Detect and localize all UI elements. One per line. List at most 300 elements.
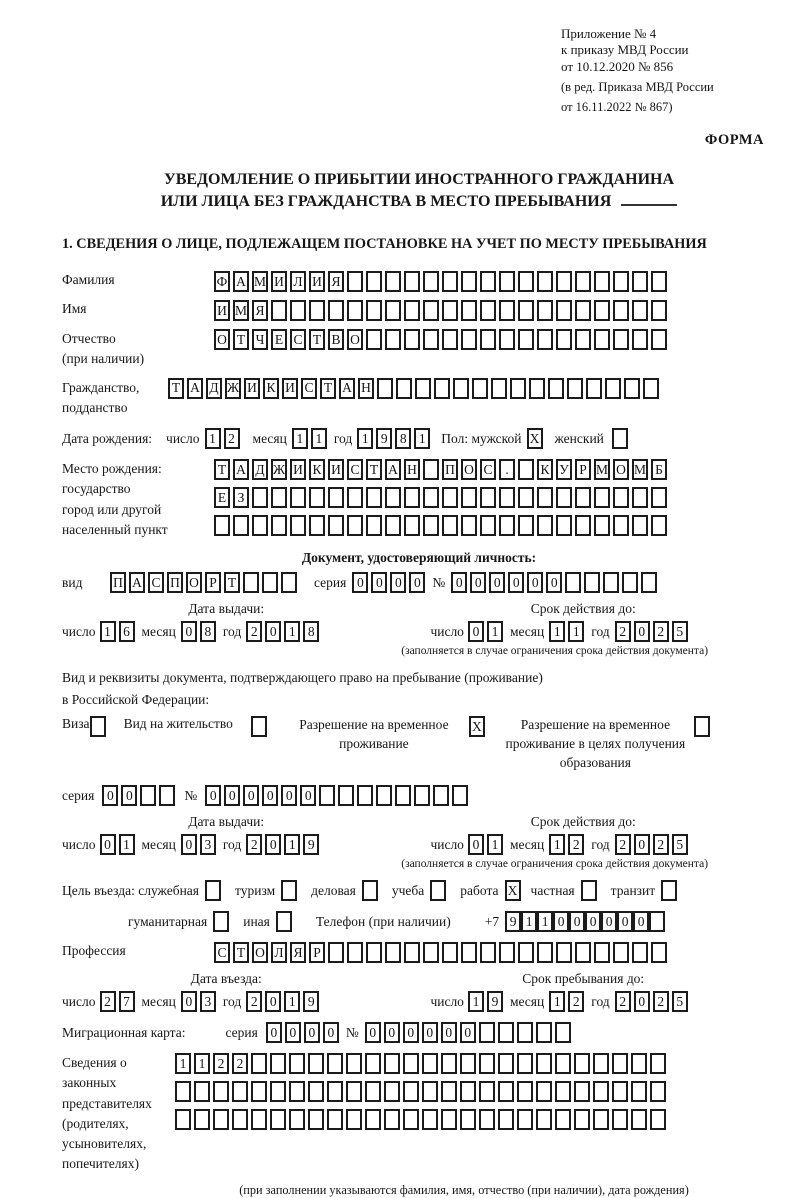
- char-cell[interactable]: А: [339, 378, 355, 399]
- char-cell[interactable]: С: [214, 942, 230, 963]
- char-cell[interactable]: [357, 785, 373, 806]
- char-cell[interactable]: [479, 1053, 495, 1074]
- char-cell[interactable]: [613, 515, 629, 536]
- char-cell[interactable]: А: [233, 459, 249, 480]
- char-cell[interactable]: 8: [200, 621, 216, 642]
- char-cell[interactable]: [232, 1081, 248, 1102]
- checkbox-female[interactable]: [612, 428, 628, 449]
- char-cell[interactable]: 0: [102, 785, 118, 806]
- char-cell[interactable]: 1: [537, 911, 553, 932]
- char-cell[interactable]: И: [328, 459, 344, 480]
- char-cell[interactable]: [232, 1109, 248, 1130]
- char-cell[interactable]: 0: [281, 785, 297, 806]
- char-cell[interactable]: [613, 329, 629, 350]
- char-cell[interactable]: [252, 515, 268, 536]
- char-cell[interactable]: [584, 572, 600, 593]
- char-cell[interactable]: 0: [634, 834, 650, 855]
- char-cell[interactable]: [319, 785, 335, 806]
- char-cell[interactable]: 0: [121, 785, 137, 806]
- char-cell[interactable]: [441, 1081, 457, 1102]
- char-cell[interactable]: 0: [323, 1022, 339, 1043]
- char-cell[interactable]: [281, 572, 297, 593]
- char-cell[interactable]: 1: [487, 621, 503, 642]
- char-cell[interactable]: 3: [200, 991, 216, 1012]
- char-cell[interactable]: [385, 329, 401, 350]
- char-cell[interactable]: П: [167, 572, 183, 593]
- char-cell[interactable]: [423, 329, 439, 350]
- char-cell[interactable]: [555, 1109, 571, 1130]
- char-cell[interactable]: [498, 1022, 514, 1043]
- char-cell[interactable]: 1: [100, 621, 116, 642]
- char-cell[interactable]: [366, 271, 382, 292]
- char-cell[interactable]: И: [244, 378, 260, 399]
- char-cell[interactable]: Т: [224, 572, 240, 593]
- char-cell[interactable]: [632, 271, 648, 292]
- char-cell[interactable]: [537, 515, 553, 536]
- char-cell[interactable]: С: [480, 459, 496, 480]
- char-cell[interactable]: [650, 1109, 666, 1130]
- char-cell[interactable]: [641, 572, 657, 593]
- char-cell[interactable]: [651, 942, 667, 963]
- char-cell[interactable]: 0: [265, 991, 281, 1012]
- char-cell[interactable]: [385, 271, 401, 292]
- char-cell[interactable]: 2: [653, 991, 669, 1012]
- checkbox-business[interactable]: [362, 880, 378, 901]
- char-cell[interactable]: У: [556, 459, 572, 480]
- char-cell[interactable]: [403, 1053, 419, 1074]
- char-cell[interactable]: [308, 1109, 324, 1130]
- char-cell[interactable]: [309, 515, 325, 536]
- char-cell[interactable]: [404, 300, 420, 321]
- char-cell[interactable]: 0: [468, 834, 484, 855]
- char-cell[interactable]: [377, 378, 393, 399]
- char-cell[interactable]: [632, 300, 648, 321]
- char-cell[interactable]: 0: [181, 621, 197, 642]
- char-cell[interactable]: [537, 300, 553, 321]
- char-cell[interactable]: [651, 515, 667, 536]
- char-cell[interactable]: М: [252, 271, 268, 292]
- char-cell[interactable]: 0: [617, 911, 633, 932]
- char-cell[interactable]: [328, 487, 344, 508]
- char-cell[interactable]: [271, 515, 287, 536]
- char-cell[interactable]: [175, 1081, 191, 1102]
- char-cell[interactable]: [328, 515, 344, 536]
- char-cell[interactable]: Ж: [271, 459, 287, 480]
- char-cell[interactable]: [518, 515, 534, 536]
- char-cell[interactable]: 0: [265, 834, 281, 855]
- char-cell[interactable]: [384, 1109, 400, 1130]
- char-cell[interactable]: 0: [553, 911, 569, 932]
- char-cell[interactable]: [548, 378, 564, 399]
- char-cell[interactable]: О: [186, 572, 202, 593]
- char-cell[interactable]: [404, 487, 420, 508]
- char-cell[interactable]: 2: [224, 428, 240, 449]
- char-cell[interactable]: [385, 515, 401, 536]
- char-cell[interactable]: [453, 378, 469, 399]
- char-cell[interactable]: Т: [366, 459, 382, 480]
- char-cell[interactable]: 2: [653, 834, 669, 855]
- char-cell[interactable]: [327, 1109, 343, 1130]
- char-cell[interactable]: [624, 378, 640, 399]
- char-cell[interactable]: И: [309, 271, 325, 292]
- char-cell[interactable]: 5: [672, 621, 688, 642]
- char-cell[interactable]: [308, 1053, 324, 1074]
- char-cell[interactable]: [518, 271, 534, 292]
- char-cell[interactable]: [529, 378, 545, 399]
- char-cell[interactable]: 8: [303, 621, 319, 642]
- char-cell[interactable]: [651, 329, 667, 350]
- char-cell[interactable]: 1: [357, 428, 373, 449]
- char-cell[interactable]: [290, 487, 306, 508]
- char-cell[interactable]: [461, 942, 477, 963]
- char-cell[interactable]: 1: [468, 991, 484, 1012]
- char-cell[interactable]: 0: [468, 621, 484, 642]
- char-cell[interactable]: Н: [404, 459, 420, 480]
- char-cell[interactable]: [480, 329, 496, 350]
- char-cell[interactable]: [593, 1109, 609, 1130]
- checkbox-tourism[interactable]: [281, 880, 297, 901]
- char-cell[interactable]: С: [347, 459, 363, 480]
- char-cell[interactable]: [243, 572, 259, 593]
- char-cell[interactable]: [605, 378, 621, 399]
- char-cell[interactable]: [517, 1081, 533, 1102]
- char-cell[interactable]: [365, 1109, 381, 1130]
- char-cell[interactable]: 1: [521, 911, 537, 932]
- char-cell[interactable]: А: [233, 271, 249, 292]
- char-cell[interactable]: [565, 572, 581, 593]
- char-cell[interactable]: [613, 487, 629, 508]
- char-cell[interactable]: [194, 1109, 210, 1130]
- char-cell[interactable]: Л: [290, 271, 306, 292]
- char-cell[interactable]: 2: [615, 834, 631, 855]
- char-cell[interactable]: 1: [568, 621, 584, 642]
- char-cell[interactable]: О: [461, 459, 477, 480]
- char-cell[interactable]: [575, 271, 591, 292]
- char-cell[interactable]: 0: [569, 911, 585, 932]
- char-cell[interactable]: 1: [284, 621, 300, 642]
- char-cell[interactable]: [271, 300, 287, 321]
- char-cell[interactable]: 2: [615, 991, 631, 1012]
- char-cell[interactable]: [271, 487, 287, 508]
- char-cell[interactable]: [517, 1053, 533, 1074]
- char-cell[interactable]: 2: [246, 621, 262, 642]
- char-cell[interactable]: 1: [175, 1053, 191, 1074]
- char-cell[interactable]: [442, 329, 458, 350]
- char-cell[interactable]: [518, 487, 534, 508]
- char-cell[interactable]: [631, 1081, 647, 1102]
- char-cell[interactable]: [612, 1109, 628, 1130]
- char-cell[interactable]: [480, 942, 496, 963]
- char-cell[interactable]: [442, 300, 458, 321]
- char-cell[interactable]: [289, 1109, 305, 1130]
- char-cell[interactable]: А: [385, 459, 401, 480]
- char-cell[interactable]: О: [214, 329, 230, 350]
- char-cell[interactable]: 2: [246, 834, 262, 855]
- char-cell[interactable]: [404, 942, 420, 963]
- char-cell[interactable]: З: [233, 487, 249, 508]
- char-cell[interactable]: О: [252, 942, 268, 963]
- char-cell[interactable]: [518, 459, 534, 480]
- checkbox-study[interactable]: [430, 880, 446, 901]
- char-cell[interactable]: М: [594, 459, 610, 480]
- char-cell[interactable]: [442, 942, 458, 963]
- char-cell[interactable]: Т: [233, 329, 249, 350]
- char-cell[interactable]: [422, 1109, 438, 1130]
- char-cell[interactable]: [593, 1081, 609, 1102]
- char-cell[interactable]: 0: [205, 785, 221, 806]
- char-cell[interactable]: М: [632, 459, 648, 480]
- char-cell[interactable]: 0: [601, 911, 617, 932]
- char-cell[interactable]: Л: [271, 942, 287, 963]
- char-cell[interactable]: 0: [403, 1022, 419, 1043]
- char-cell[interactable]: 0: [633, 911, 649, 932]
- char-cell[interactable]: [536, 1053, 552, 1074]
- char-cell[interactable]: 0: [266, 1022, 282, 1043]
- char-cell[interactable]: 2: [246, 991, 262, 1012]
- char-cell[interactable]: Я: [328, 271, 344, 292]
- char-cell[interactable]: Р: [205, 572, 221, 593]
- char-cell[interactable]: [499, 300, 515, 321]
- char-cell[interactable]: 0: [634, 991, 650, 1012]
- char-cell[interactable]: 2: [653, 621, 669, 642]
- char-cell[interactable]: [461, 487, 477, 508]
- char-cell[interactable]: [574, 1109, 590, 1130]
- char-cell[interactable]: [385, 942, 401, 963]
- char-cell[interactable]: 0: [262, 785, 278, 806]
- char-cell[interactable]: [270, 1053, 286, 1074]
- char-cell[interactable]: [479, 1022, 495, 1043]
- char-cell[interactable]: И: [290, 459, 306, 480]
- char-cell[interactable]: 0: [489, 572, 505, 593]
- char-cell[interactable]: Т: [309, 329, 325, 350]
- char-cell[interactable]: [555, 1022, 571, 1043]
- char-cell[interactable]: [175, 1109, 191, 1130]
- char-cell[interactable]: [347, 487, 363, 508]
- char-cell[interactable]: 1: [119, 834, 135, 855]
- char-cell[interactable]: 9: [303, 991, 319, 1012]
- char-cell[interactable]: [251, 1109, 267, 1130]
- char-cell[interactable]: [574, 1081, 590, 1102]
- char-cell[interactable]: [290, 515, 306, 536]
- char-cell[interactable]: [395, 785, 411, 806]
- char-cell[interactable]: Ж: [225, 378, 241, 399]
- char-cell[interactable]: [403, 1109, 419, 1130]
- char-cell[interactable]: [499, 329, 515, 350]
- char-cell[interactable]: [461, 515, 477, 536]
- char-cell[interactable]: Т: [214, 459, 230, 480]
- char-cell[interactable]: [517, 1022, 533, 1043]
- char-cell[interactable]: [643, 378, 659, 399]
- char-cell[interactable]: 5: [672, 834, 688, 855]
- char-cell[interactable]: [499, 515, 515, 536]
- char-cell[interactable]: И: [271, 271, 287, 292]
- char-cell[interactable]: [574, 1053, 590, 1074]
- char-cell[interactable]: С: [301, 378, 317, 399]
- char-cell[interactable]: Р: [575, 459, 591, 480]
- char-cell[interactable]: [491, 378, 507, 399]
- char-cell[interactable]: [613, 942, 629, 963]
- char-cell[interactable]: [366, 515, 382, 536]
- char-cell[interactable]: 9: [303, 834, 319, 855]
- char-cell[interactable]: Т: [233, 942, 249, 963]
- char-cell[interactable]: [338, 785, 354, 806]
- char-cell[interactable]: [556, 942, 572, 963]
- char-cell[interactable]: [290, 300, 306, 321]
- char-cell[interactable]: [479, 1081, 495, 1102]
- char-cell[interactable]: 0: [365, 1022, 381, 1043]
- char-cell[interactable]: [480, 271, 496, 292]
- char-cell[interactable]: [632, 329, 648, 350]
- char-cell[interactable]: [460, 1053, 476, 1074]
- char-cell[interactable]: [499, 942, 515, 963]
- char-cell[interactable]: К: [537, 459, 553, 480]
- char-cell[interactable]: [536, 1109, 552, 1130]
- char-cell[interactable]: [366, 942, 382, 963]
- char-cell[interactable]: [404, 515, 420, 536]
- char-cell[interactable]: [214, 515, 230, 536]
- char-cell[interactable]: 0: [508, 572, 524, 593]
- char-cell[interactable]: [556, 515, 572, 536]
- char-cell[interactable]: [649, 911, 665, 932]
- char-cell[interactable]: [262, 572, 278, 593]
- char-cell[interactable]: 0: [634, 621, 650, 642]
- char-cell[interactable]: 1: [194, 1053, 210, 1074]
- char-cell[interactable]: [650, 1081, 666, 1102]
- char-cell[interactable]: [403, 1081, 419, 1102]
- char-cell[interactable]: 0: [100, 834, 116, 855]
- char-cell[interactable]: [632, 515, 648, 536]
- char-cell[interactable]: О: [613, 459, 629, 480]
- char-cell[interactable]: 2: [232, 1053, 248, 1074]
- char-cell[interactable]: [556, 487, 572, 508]
- char-cell[interactable]: [536, 1081, 552, 1102]
- char-cell[interactable]: [433, 785, 449, 806]
- char-cell[interactable]: [423, 271, 439, 292]
- char-cell[interactable]: [347, 271, 363, 292]
- char-cell[interactable]: [365, 1081, 381, 1102]
- char-cell[interactable]: [423, 487, 439, 508]
- char-cell[interactable]: [460, 1081, 476, 1102]
- char-cell[interactable]: 1: [487, 834, 503, 855]
- char-cell[interactable]: [594, 515, 610, 536]
- char-cell[interactable]: Е: [271, 329, 287, 350]
- char-cell[interactable]: [385, 300, 401, 321]
- char-cell[interactable]: И: [214, 300, 230, 321]
- char-cell[interactable]: [613, 300, 629, 321]
- checkbox-transit[interactable]: [661, 880, 677, 901]
- char-cell[interactable]: [586, 378, 602, 399]
- char-cell[interactable]: [499, 487, 515, 508]
- char-cell[interactable]: Р: [309, 942, 325, 963]
- char-cell[interactable]: [423, 459, 439, 480]
- char-cell[interactable]: 7: [119, 991, 135, 1012]
- char-cell[interactable]: [461, 329, 477, 350]
- char-cell[interactable]: С: [148, 572, 164, 593]
- char-cell[interactable]: [631, 1053, 647, 1074]
- char-cell[interactable]: [612, 1081, 628, 1102]
- char-cell[interactable]: [593, 1053, 609, 1074]
- char-cell[interactable]: 2: [615, 621, 631, 642]
- char-cell[interactable]: [366, 300, 382, 321]
- char-cell[interactable]: 1: [205, 428, 221, 449]
- checkbox-work[interactable]: X: [505, 880, 521, 901]
- char-cell[interactable]: [159, 785, 175, 806]
- char-cell[interactable]: [556, 300, 572, 321]
- char-cell[interactable]: [328, 942, 344, 963]
- char-cell[interactable]: [555, 1053, 571, 1074]
- char-cell[interactable]: Ч: [252, 329, 268, 350]
- char-cell[interactable]: [575, 329, 591, 350]
- char-cell[interactable]: И: [282, 378, 298, 399]
- char-cell[interactable]: 0: [285, 1022, 301, 1043]
- char-cell[interactable]: 0: [460, 1022, 476, 1043]
- checkbox-private[interactable]: [581, 880, 597, 901]
- char-cell[interactable]: 0: [527, 572, 543, 593]
- char-cell[interactable]: [396, 378, 412, 399]
- char-cell[interactable]: [414, 785, 430, 806]
- char-cell[interactable]: [423, 942, 439, 963]
- char-cell[interactable]: 0: [304, 1022, 320, 1043]
- char-cell[interactable]: [575, 942, 591, 963]
- char-cell[interactable]: Д: [252, 459, 268, 480]
- checkbox-temp-residence-education[interactable]: [694, 716, 710, 737]
- char-cell[interactable]: [347, 942, 363, 963]
- char-cell[interactable]: [537, 271, 553, 292]
- char-cell[interactable]: 0: [181, 834, 197, 855]
- char-cell[interactable]: [575, 300, 591, 321]
- char-cell[interactable]: [567, 378, 583, 399]
- char-cell[interactable]: 6: [119, 621, 135, 642]
- char-cell[interactable]: П: [110, 572, 126, 593]
- checkbox-humanitarian[interactable]: [213, 911, 229, 932]
- char-cell[interactable]: 0: [585, 911, 601, 932]
- char-cell[interactable]: [347, 515, 363, 536]
- checkbox-official[interactable]: [205, 880, 221, 901]
- char-cell[interactable]: [422, 1053, 438, 1074]
- char-cell[interactable]: [346, 1081, 362, 1102]
- char-cell[interactable]: 1: [284, 991, 300, 1012]
- char-cell[interactable]: [461, 271, 477, 292]
- char-cell[interactable]: [251, 1081, 267, 1102]
- char-cell[interactable]: [308, 1081, 324, 1102]
- char-cell[interactable]: О: [347, 329, 363, 350]
- char-cell[interactable]: [594, 942, 610, 963]
- char-cell[interactable]: [498, 1053, 514, 1074]
- char-cell[interactable]: 0: [409, 572, 425, 593]
- char-cell[interactable]: [441, 1053, 457, 1074]
- char-cell[interactable]: 9: [376, 428, 392, 449]
- char-cell[interactable]: [346, 1053, 362, 1074]
- char-cell[interactable]: К: [263, 378, 279, 399]
- char-cell[interactable]: Е: [214, 487, 230, 508]
- char-cell[interactable]: [518, 329, 534, 350]
- char-cell[interactable]: Д: [206, 378, 222, 399]
- char-cell[interactable]: [460, 1109, 476, 1130]
- char-cell[interactable]: Т: [320, 378, 336, 399]
- char-cell[interactable]: 0: [243, 785, 259, 806]
- char-cell[interactable]: [434, 378, 450, 399]
- char-cell[interactable]: [423, 300, 439, 321]
- char-cell[interactable]: [499, 271, 515, 292]
- char-cell[interactable]: [252, 487, 268, 508]
- char-cell[interactable]: [556, 329, 572, 350]
- char-cell[interactable]: [251, 1053, 267, 1074]
- char-cell[interactable]: В: [328, 329, 344, 350]
- char-cell[interactable]: [452, 785, 468, 806]
- char-cell[interactable]: [479, 1109, 495, 1130]
- char-cell[interactable]: [632, 942, 648, 963]
- char-cell[interactable]: Я: [252, 300, 268, 321]
